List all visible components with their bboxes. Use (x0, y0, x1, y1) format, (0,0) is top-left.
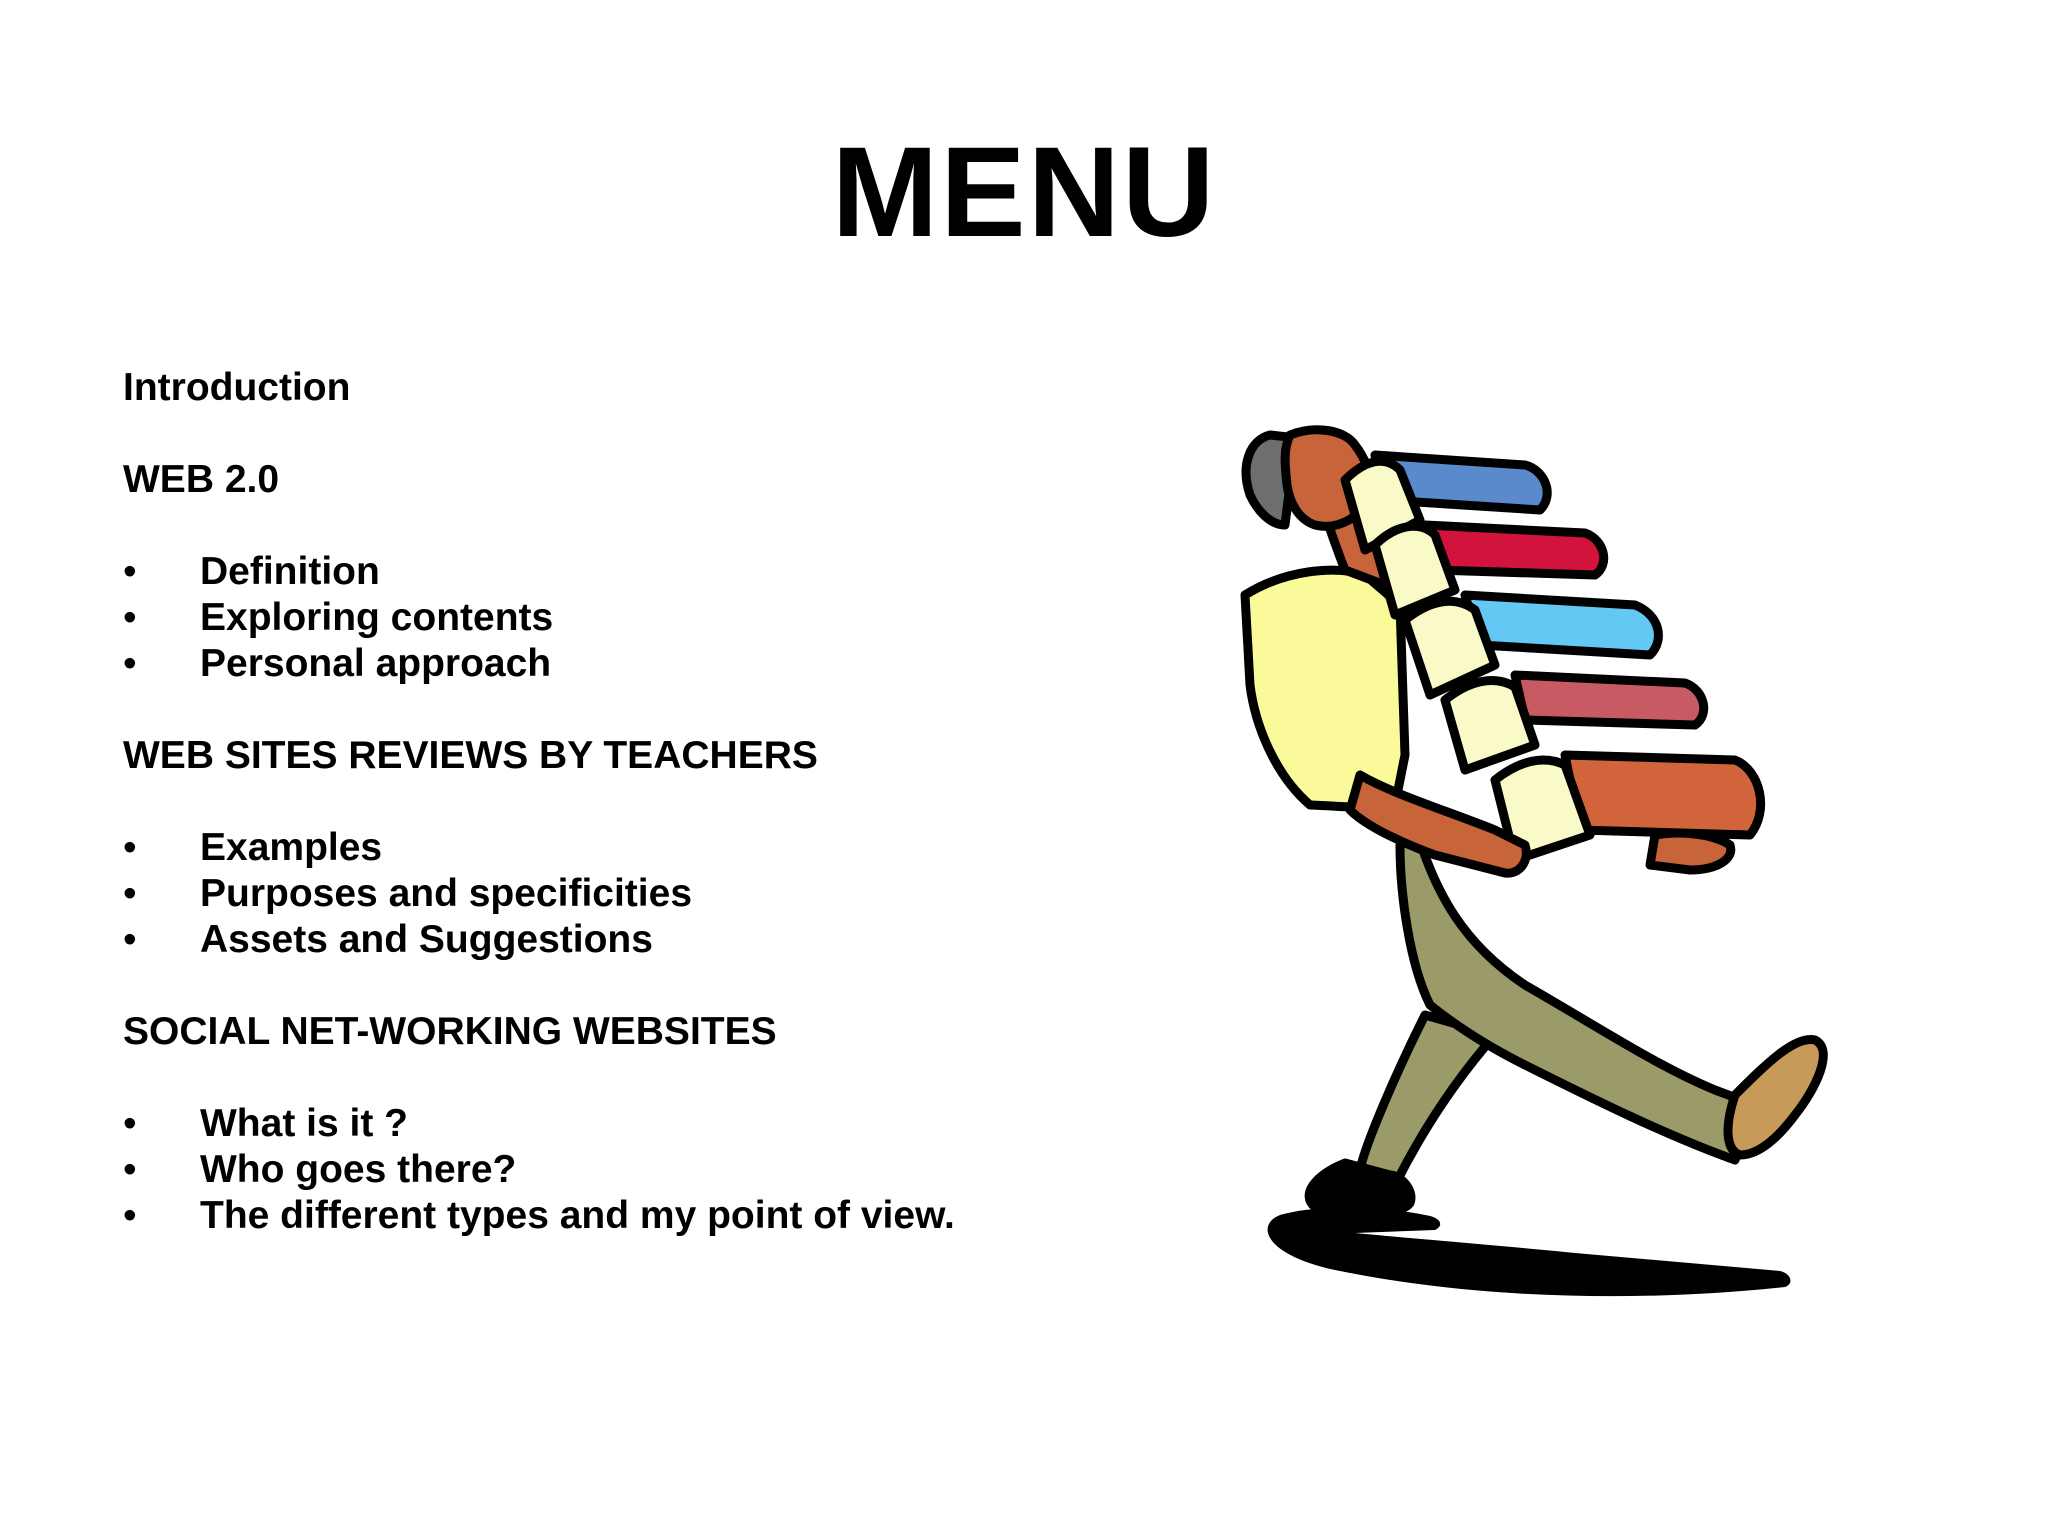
person-carrying-books-icon (1195, 425, 1895, 1325)
list-item (123, 917, 1023, 963)
spacer (123, 411, 1023, 457)
book-pages (1445, 681, 1535, 770)
list-item-label: What is it ? (200, 1102, 408, 1145)
bullet-icon: • (123, 642, 137, 685)
spacer (123, 779, 1023, 825)
list-item (123, 1101, 1023, 1147)
list-item-label: Who goes there? (200, 1148, 517, 1191)
bullet-icon: • (123, 872, 137, 915)
spacer (123, 1055, 1023, 1101)
bullet-icon: • (123, 1194, 137, 1237)
book-cover (1465, 595, 1658, 655)
front-shoe (1728, 1039, 1823, 1155)
bullet-list-social-networking (123, 1101, 1023, 1239)
list-item-label: Personal approach (200, 642, 552, 685)
list-item-label: Purposes and specificities (200, 872, 693, 915)
list-item (123, 871, 1023, 917)
list-item (123, 549, 1023, 595)
bullet-icon: • (123, 1148, 137, 1191)
spacer (123, 963, 1023, 1009)
bullet-icon: • (123, 1102, 137, 1145)
list-item (123, 641, 1023, 687)
list-item-label: The different types and my point of view. (200, 1194, 955, 1237)
bullet-list-web-sites-reviews (123, 825, 1023, 963)
list-item (123, 825, 1023, 871)
bullet-list-web-2-0 (123, 549, 1023, 687)
shadow-shape (1268, 1208, 1791, 1297)
list-item-label: Definition (200, 550, 380, 593)
spacer (123, 503, 1023, 549)
list-item (123, 1147, 1023, 1193)
section-heading-web-2-0: WEB 2.0 (123, 458, 280, 501)
list-item-label: Assets and Suggestions (200, 918, 653, 961)
shirt (1245, 570, 1405, 807)
hand (1650, 833, 1731, 870)
bullet-icon: • (123, 826, 137, 869)
spacer (123, 687, 1023, 733)
list-item (123, 595, 1023, 641)
book-cover (1425, 525, 1604, 575)
list-item (123, 1193, 1023, 1239)
section-heading-web-sites-reviews: WEB SITES REVIEWS BY TEACHERS (123, 734, 818, 777)
bullet-icon: • (123, 596, 137, 639)
list-item-label: Exploring contents (200, 596, 554, 639)
book-cover (1515, 675, 1704, 725)
bullet-icon: • (123, 550, 137, 593)
menu-list (123, 365, 1023, 1239)
section-heading-introduction: Introduction (123, 366, 351, 409)
slide-title: MENU (831, 121, 1217, 264)
bullet-icon: • (123, 918, 137, 961)
front-leg (1400, 825, 1755, 1160)
list-item-label: Examples (200, 826, 383, 869)
book-cover (1565, 755, 1761, 835)
section-heading-social-networking: SOCIAL NET-WORKING WEBSITES (123, 1010, 777, 1053)
